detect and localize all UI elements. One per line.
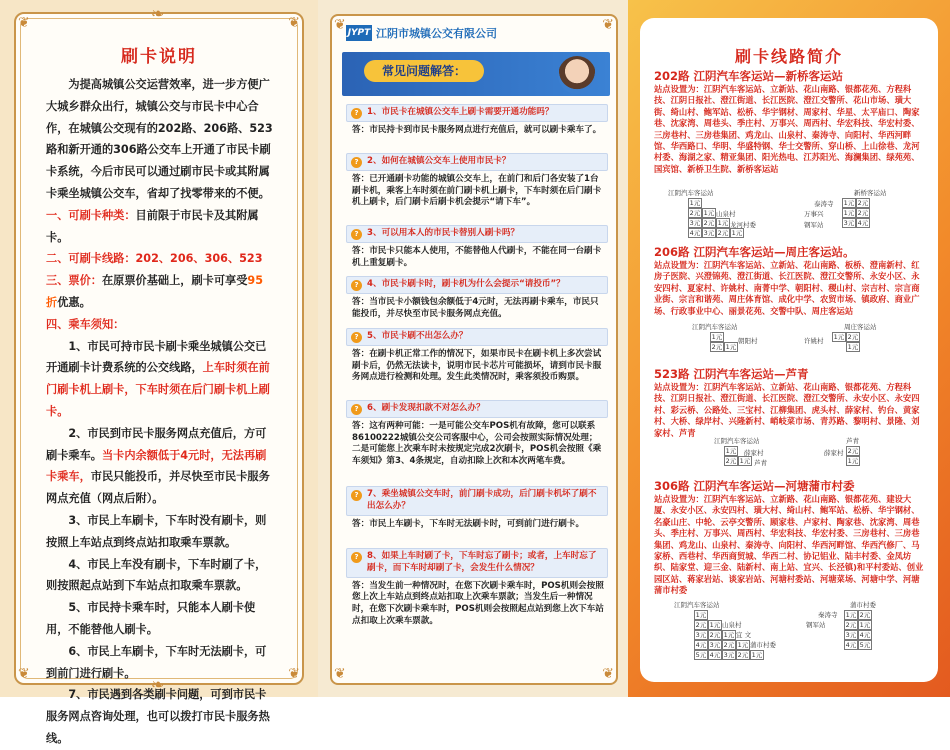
fare-cell: 5元: [859, 641, 871, 649]
fare-cell: 3元: [689, 219, 701, 227]
fare-cell: 3元: [843, 219, 855, 227]
fare-stop-label: 钢军站: [806, 621, 826, 629]
faq-question: ? 1、市民卡在城镇公交车上刷卡需要开通功能吗？: [346, 104, 608, 122]
fare-stop-label: 新桥客运站: [854, 189, 887, 197]
fare-cell: 1元: [725, 343, 737, 351]
fare-cell: 4元: [709, 651, 721, 659]
fare-cell: 1元: [725, 447, 737, 455]
fare-cell: 1元: [847, 343, 859, 351]
fare-cell: 1元: [703, 209, 715, 217]
routes-title: 刷卡线路简介: [734, 47, 843, 66]
logo-mark-icon: JYPT: [346, 25, 372, 41]
top-ornament-icon: ❧: [151, 4, 165, 23]
route-206: [654, 244, 926, 317]
faq-question: ? 5、市民卡刷不出怎么办？: [346, 328, 608, 346]
faq-item: [346, 548, 608, 628]
faq-item: [346, 276, 608, 320]
fare-stop-label: 江阴汽车客运站: [714, 437, 760, 445]
fare-cell: 2元: [859, 611, 871, 619]
fare-cell: 1元: [711, 333, 723, 341]
faq-question: ? 2、如何在城镇公交车上使用市民卡？: [346, 153, 608, 171]
note-7: 7、市民遇到各类刷卡问题，可到市民卡服务网点咨询处理，也可以拨打市民卡服务热线。: [46, 688, 270, 745]
fare-cell: 2元: [703, 219, 715, 227]
faq-answer: 答：市民上车刷卡，下车时无法刷卡时，可到前门进行刷卡。: [352, 518, 585, 529]
faq-answer: 答：这有两种可能：一是可能公交车POS机有故障，您可以联系86100222城镇公交公司客服中心，公司会按照实际情况处理；二是可能您上次乘车时未按规定完成2次刷卡，POS机会按照《乘车须知》第3、4条规定，自动扣除上次和本次两笔车费。: [352, 420, 602, 467]
faq-answer: 答：当市民卡小额钱包余额低于4元时，无法再刷卡乘车，市民只能投币，并尽快至市民卡服务网点充值。: [352, 296, 599, 319]
fare-stop-label: 山泉村: [716, 210, 736, 218]
route-heading: 523路 江阴汽车客运站—芦青: [654, 367, 809, 381]
fare-stop-label: 许姚村: [804, 337, 824, 345]
fare-stop-label: 周庄客运站: [844, 323, 877, 331]
fare-stop-label: 龙河村委: [730, 221, 756, 229]
question-icon: ?: [351, 157, 362, 168]
fare-cell: 2元: [737, 651, 749, 659]
fare-cell: 2元: [723, 641, 735, 649]
question-icon: ?: [351, 229, 362, 240]
fare-cell: 1元: [843, 209, 855, 217]
question-icon: ?: [351, 332, 362, 343]
faq-question: ? 3、可以用本人的市民卡替别人刷卡吗？: [346, 225, 608, 243]
note-4: 4、市民上车没有刷卡，下车时刷了卡，则按照起点站到下车站点扣取乘车票款。: [46, 557, 267, 593]
faq-question: ? 6、刷卡发现扣款不对怎么办？: [346, 400, 608, 418]
note-3: 3、市民上车刷卡，下车时没有刷卡，则按照上车站点到终点站扣取乘车票款。: [46, 513, 267, 549]
corner-ornament-icon: ❦: [602, 666, 614, 682]
corner-ornament-icon: ❦: [288, 15, 300, 31]
faq-banner: [342, 52, 610, 96]
question-icon: ?: [351, 552, 362, 563]
faq-question: ? 7、乘坐城镇公交车时，前门刷卡成功，后门刷卡机坏了刷不出怎么办？: [346, 486, 608, 516]
fare-stop-label: 芦青: [846, 437, 859, 445]
fare-stop-label: 江阴汽车客运站: [668, 189, 714, 197]
route-stops: 站点设置为：江阴汽车客运站、立新路、花山南路、银都花苑、建设大厦、永安小区、永安四村、璜大村、绮山村、鲍军站、松桥、华宇钢材、名豪山庄、中轮、云亭交警所、顾家巷、卢家村、陶家巷、沈家湾、周巷头、季庄村、万事兴、周西村、华宏科技、华宏村委、三房巷村、三房巷集团、鸡龙山、山泉村、秦涛寺、向阳村、华西河畔馆、华西汽修厂、马家桥、西巷村、华西商贸城、华西二村、协记铝业、陆丰村委、金凤坊织、陆家堂、迎三金、陆新村、南上站、宜兴、长泾镇)和平村委站、创业园区站、蒋家岩站、谈家岩站、河塘村委站、河塘菜场、河塘中学、河塘蒲市村委: [654, 494, 924, 596]
route-heading: 202路 江阴汽车客运站—新桥客运站: [654, 69, 844, 83]
faq-answer: 答：已开通刷卡功能的城镇公交车上，在前门和后门各安装了1台刷卡机，乘客上车时须在前门刷卡机上刷卡，下车时须在后门刷卡机上刷卡，后门刷卡后刷卡机会提示“请下车”。: [352, 173, 602, 208]
note-1: 1、市民可持市民卡刷卡乘坐城镇公交已开通刷卡计费系统的公交线路，上车时须在前门刷卡机上刷卡，下车时须在后门刷卡机上刷卡。: [46, 339, 270, 418]
fare-stop-label: 宜 文: [736, 631, 752, 639]
fare-stop-label: 山泉村: [722, 621, 742, 629]
fare-stop-label: 朝阳村: [738, 337, 758, 345]
faq-item: [346, 104, 608, 137]
corner-ornament-icon: ❦: [18, 666, 30, 682]
corner-ornament-icon: ❦: [334, 666, 346, 682]
fare-cell: 4元: [857, 219, 869, 227]
fare-stop-label: 芦青: [754, 459, 767, 467]
question-icon: ?: [351, 404, 362, 415]
fare-cell: 2元: [717, 229, 729, 237]
fare-cell: 3元: [695, 631, 707, 639]
fare-cell: 1元: [739, 457, 751, 465]
fare-table-306: [654, 600, 926, 676]
route-stops: 站点设置为：江阴汽车客运站、立新站、花山南路、银都花苑、方程科技、江阴日报社、澄江街道、长江医院、澄江交警所、永安小区、永安四村、彩云桥、公路处、三宝村、江柳集团、虎头村、薛家村、钓台、黄家村、大桥、绿岸村、兴隆新村、峭岐菜市场、青苏路、黎明村、景隆、刘家村、芦青: [654, 382, 920, 438]
faq-question: ? 4、市民卡刷卡时，刷卡机为什么会提示“请投币”？: [346, 276, 608, 294]
fare-cell: 4元: [859, 631, 871, 639]
fare-cell: 2元: [695, 621, 707, 629]
corner-ornament-icon: ❦: [18, 15, 30, 31]
question-icon: ?: [351, 280, 362, 291]
fare-cell: 1元: [731, 229, 743, 237]
fare-cell: 1元: [845, 611, 857, 619]
notes-heading: 四、乘车须知：: [46, 317, 125, 331]
faq-heading: 常见问题解答：: [364, 60, 484, 82]
fare-stop-label: 江阴汽车客运站: [692, 323, 738, 331]
panel-faq: [318, 0, 628, 697]
faq-answer: 答：在刷卡机正常工作的情况下，如果市民卡在刷卡机上多次尝试刷卡后，仍然无法读卡，说明市民卡芯片可能损坏，请到市民卡服务网点进行检测和处理。发生此类情况时，乘客须投币购票。: [352, 348, 602, 383]
fare-cell: 2元: [857, 199, 869, 207]
card-kinds: 一、可刷卡种类：目前限于市民卡及其附属卡。: [46, 208, 259, 244]
bottom-ornament-icon: ❧: [151, 675, 165, 694]
fare-cell: 2元: [847, 447, 859, 455]
fare-cell: 2元: [689, 209, 701, 217]
fare-cell: 1元: [751, 651, 763, 659]
question-icon: ?: [351, 490, 362, 501]
route-stops: 站点设置为：江阴汽车客运站、立新站、花山南路、板桥、澄南新村、红房子医院、兴澄锦苑、澄江街道、长江医院、澄江交警所、永安小区、永安四村、夏家村、许姚村、南菁中学、朝阳村、稷山村、宗吉村、宗言商业街、宗言和谐苑、周庄体育馆、成化中学、农贸市场、镇政府、商业广场、行政事业中心、丽景花苑、交警中队、周庄客运站: [654, 260, 920, 316]
note-6: 6、市民上车刷卡，下车时无法刷卡，可到前门进行刷卡。: [46, 644, 267, 680]
faq-question: ? 8、如果上车时刷了卡，下车时忘了刷卡；或者，上车时忘了刷卡，而下车时却刷了卡，会发生什么情况？: [346, 548, 608, 578]
panel-routes: [628, 0, 950, 697]
fare-cell: 1元: [695, 611, 707, 619]
panel-card-instructions: [0, 0, 318, 745]
fare-stop-label: 钢军站: [804, 221, 824, 229]
company-name: 江阴市城镇公交有限公司: [376, 27, 497, 40]
fare-cell: 1元: [737, 641, 749, 649]
faq-item: [346, 153, 608, 209]
service-agent-icon: [558, 56, 596, 94]
fare-stop-label: 薛家村: [824, 449, 844, 457]
faq-answer: 答：当发生前一种情况时，在您下次刷卡乘车时，POS机则会按照您上次上车站点到终点站扣取上次乘车票款；当发生后一种情况时，在您下次刷卡乘车时，POS机则会按照起点站到您上次下车站点扣取上次乘车票款。: [352, 580, 604, 626]
fare-cell: 1元: [717, 219, 729, 227]
fare-stop-label: 秦涛寺: [818, 611, 838, 619]
note-2: 2、市民到市民卡服务网点充值后，方可刷卡乘车。当卡内余额低于4元时，无法再刷卡乘车，市民只能投币，并尽快至市民卡服务网点充值（网点后附）。: [46, 426, 270, 506]
fare-info: 三、票价：在原票价基础上，刷卡可享受95折优惠。: [46, 274, 263, 309]
corner-ornament-icon: ❦: [602, 17, 614, 33]
fare-table-523: [654, 436, 926, 470]
route-stops: 站点设置为：江阴汽车客运站、立新站、花山南路、银都花苑、方程科技、江阴日报社、澄江街道、长江医院、澄江交警所、花山市场、璜大街、绮山村、鲍军站、松桥、华宇钢材、周家村、华星、太平庙口、陶家巷、沈家湾、周巷头、季庄村、万事兴、周西村、华宏科技、华宏村委、三房巷村、三房巷集团、鸡龙山、山泉村、秦涛寺、向阳村、华西河畔馆、华西路口、华明、华盛特钢、华士交警所、穿山桥、上山徐巷、龙河村委、海湖之家、精亚集团、阳光热电、江苏阳光、海澜集团、绿苑苑、国宾馆、新桥卫生院、新桥客运站: [654, 84, 920, 174]
faq-item: [346, 486, 608, 530]
faq-answer: 答：市民持卡到市民卡服务网点进行充值后，就可以刷卡乘车了。: [352, 124, 602, 135]
fare-cell: 1元: [709, 621, 721, 629]
fare-stop-label: 蒲市村委: [750, 641, 776, 649]
fare-cell: 1元: [843, 199, 855, 207]
fare-stop-label: 江阴汽车客运站: [674, 601, 720, 609]
fare-cell: 2元: [711, 343, 723, 351]
fare-cell: 2元: [709, 631, 721, 639]
fare-cell: 1元: [833, 333, 845, 341]
note-5: 5、市民持卡乘车时，只能本人刷卡使用，不能替他人刷卡。: [46, 601, 256, 636]
fare-cell: 2元: [845, 621, 857, 629]
corner-ornament-icon: ❦: [288, 666, 300, 682]
faq-item: [346, 328, 608, 384]
intro-paragraph: 为提高城镇公交运营效率，进一步方便广大城乡群众出行，城镇公交与市民卡中心合作，在城镇公交现有的202路、206路、523路和新开通的306路公交车上开通了市民卡刷卡系统，今后市民可以通过刷市民卡或其附属卡乘坐城镇公交车，省却了找零带来的不便。: [46, 78, 273, 200]
route-523: [654, 366, 926, 439]
fare-stop-label: 蒲市村委: [850, 601, 876, 609]
card-lines: 二、可刷卡线路：202、206、306、523: [46, 252, 263, 266]
fare-stop-label: 万事兴: [804, 210, 824, 218]
page-title: 刷卡说明: [121, 47, 197, 67]
corner-ornament-icon: ❦: [334, 17, 346, 33]
fare-cell: 4元: [845, 641, 857, 649]
instructions-body: [46, 74, 274, 750]
fare-cell: 2元: [857, 209, 869, 217]
route-306: [654, 478, 926, 597]
route-heading: 306路 江阴汽车客运站—河塘蒲市村委: [654, 479, 855, 493]
fare-cell: 3元: [723, 651, 735, 659]
fare-stop-label: 泰涛寺: [814, 200, 834, 208]
fare-cell: 3元: [845, 631, 857, 639]
route-heading: 206路 江阴汽车客运站—周庄客运站。: [654, 245, 855, 259]
fare-cell: 5元: [695, 651, 707, 659]
fare-cell: 4元: [689, 229, 701, 237]
company-logo: [346, 24, 497, 42]
fare-cell: 2元: [847, 333, 859, 341]
fare-cell: 4元: [695, 641, 707, 649]
fare-stop-label: 薛家村: [744, 449, 764, 457]
fare-table-202: [654, 188, 926, 238]
route-202: [654, 68, 926, 175]
faq-item: [346, 225, 608, 269]
question-icon: ?: [351, 108, 362, 119]
fare-table-206: [654, 322, 926, 356]
fare-cell: 1元: [859, 621, 871, 629]
fare-cell: 1元: [847, 457, 859, 465]
fare-cell: 3元: [709, 641, 721, 649]
fare-cell: 1元: [689, 199, 701, 207]
faq-item: [346, 400, 608, 468]
faq-answer: 答：市民卡只能本人使用，不能替他人代刷卡，不能在同一台刷卡机上重复刷卡。: [352, 245, 602, 268]
fare-cell: 2元: [725, 457, 737, 465]
fare-cell: 3元: [703, 229, 715, 237]
fare-cell: 1元: [723, 631, 735, 639]
